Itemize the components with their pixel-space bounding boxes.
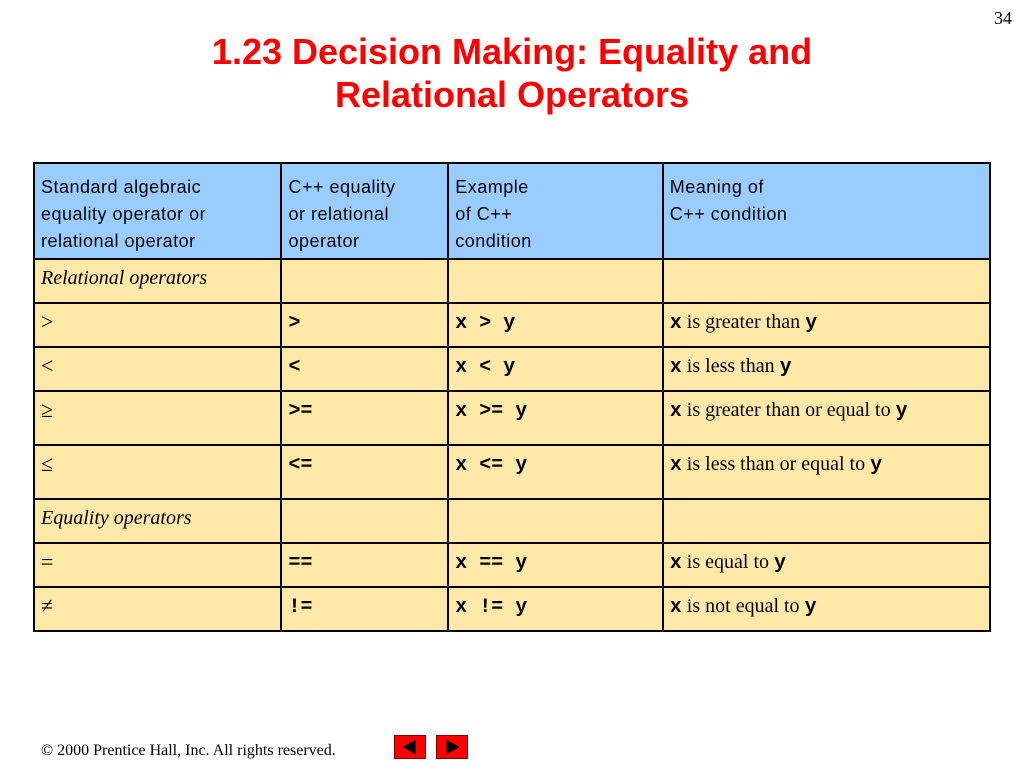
example-cell — [448, 445, 663, 499]
empty-cell — [281, 259, 448, 303]
cpp-operator: != — [288, 596, 313, 619]
header-example-condition — [448, 163, 663, 259]
cpp-operator: < — [288, 356, 301, 379]
slide-title-line-1: 1.23 Decision Making: Equality and — [211, 31, 813, 72]
cpp-operator-cell — [281, 303, 448, 347]
cpp-operator-cell — [281, 587, 448, 631]
left-arrow-icon — [395, 736, 425, 758]
algebraic-symbol: = — [41, 549, 54, 574]
example-condition: x > y — [455, 312, 516, 335]
cpp-operator-cell — [281, 445, 448, 499]
meaning-subject: x — [669, 454, 682, 477]
cpp-operator-cell — [281, 543, 448, 587]
header-meaning — [663, 163, 990, 259]
header-text-line: or relational — [288, 204, 390, 224]
header-cpp-operator — [281, 163, 448, 259]
meaning-cell — [663, 543, 990, 587]
empty-cell — [448, 499, 663, 543]
header-text-line: relational operator — [41, 231, 196, 251]
meaning-text: is not equal to — [686, 595, 800, 617]
meaning-text: is greater than — [686, 311, 801, 333]
empty-cell — [663, 499, 990, 543]
algebraic-operator-cell — [34, 445, 281, 499]
meaning-cell — [663, 347, 990, 391]
table-header-row — [34, 163, 990, 259]
meaning-object: y — [804, 596, 817, 619]
copyright-footer: © 2000 Prentice Hall, Inc. All rights reserved. — [41, 742, 336, 759]
section-label: Relational operators — [34, 259, 281, 303]
meaning-object: y — [870, 454, 883, 477]
example-condition: x >= y — [455, 400, 528, 423]
algebraic-operator-cell — [34, 347, 281, 391]
header-text-line: condition — [455, 231, 532, 251]
meaning-object: y — [774, 552, 787, 575]
meaning-cell — [663, 445, 990, 499]
example-cell — [448, 587, 663, 631]
table-row — [34, 587, 990, 631]
cpp-operator: > — [288, 312, 301, 335]
algebraic-symbol: ≥ — [41, 397, 54, 422]
meaning-text: is less than — [686, 355, 775, 377]
section-row-relational — [34, 259, 990, 303]
algebraic-operator-cell — [34, 391, 281, 445]
cpp-operator-cell — [281, 391, 448, 445]
header-text-line: Meaning of — [669, 177, 764, 197]
meaning-text: is less than or equal to — [686, 453, 866, 475]
meaning-subject: x — [669, 596, 682, 619]
table-row — [34, 347, 990, 391]
algebraic-symbol: > — [41, 309, 54, 334]
example-condition: x == y — [455, 552, 528, 575]
page-number: 34 — [994, 8, 1012, 28]
meaning-cell — [663, 391, 990, 445]
algebraic-symbol: ≠ — [41, 593, 54, 618]
right-arrow-icon — [437, 736, 467, 758]
algebraic-symbol: < — [41, 353, 54, 378]
slide-title-line-2: Relational Operators — [334, 74, 690, 115]
header-text-line: operator — [288, 231, 360, 251]
cpp-operator-cell — [281, 347, 448, 391]
cpp-operator: >= — [288, 400, 313, 423]
meaning-object: y — [805, 312, 818, 335]
algebraic-operator-cell — [34, 303, 281, 347]
meaning-subject: x — [669, 552, 682, 575]
header-text-line: equality operator or — [41, 204, 207, 224]
example-condition: x != y — [455, 596, 528, 619]
empty-cell — [663, 259, 990, 303]
meaning-subject: x — [669, 312, 682, 335]
cpp-operator: == — [288, 552, 313, 575]
meaning-subject: x — [669, 356, 682, 379]
algebraic-operator-cell — [34, 543, 281, 587]
section-row-equality — [34, 499, 990, 543]
meaning-text: is greater than or equal to — [686, 399, 891, 421]
meaning-cell — [663, 303, 990, 347]
header-text-line: C++ condition — [669, 204, 788, 224]
slide-title — [0, 30, 1024, 116]
example-condition: x <= y — [455, 454, 528, 477]
empty-cell — [448, 259, 663, 303]
example-cell — [448, 303, 663, 347]
header-text-line: of C++ — [455, 204, 513, 224]
example-cell — [448, 391, 663, 445]
header-text-line: C++ equality — [288, 177, 396, 197]
meaning-cell — [663, 587, 990, 631]
table-row — [34, 445, 990, 499]
table-row — [34, 391, 990, 445]
next-slide-button[interactable] — [436, 735, 468, 759]
cpp-operator: <= — [288, 454, 313, 477]
header-algebraic-operator — [34, 163, 281, 259]
header-text-line: Standard algebraic — [41, 177, 202, 197]
table-row — [34, 543, 990, 587]
algebraic-symbol: ≤ — [41, 451, 54, 476]
example-cell — [448, 347, 663, 391]
meaning-object: y — [895, 400, 908, 423]
meaning-text: is equal to — [686, 551, 770, 573]
algebraic-operator-cell — [34, 587, 281, 631]
empty-cell — [281, 499, 448, 543]
section-label: Equality operators — [34, 499, 281, 543]
previous-slide-button[interactable] — [394, 735, 426, 759]
table-row — [34, 303, 990, 347]
header-text-line: Example — [455, 177, 529, 197]
example-cell — [448, 543, 663, 587]
operators-table — [33, 162, 991, 632]
meaning-object: y — [779, 356, 792, 379]
meaning-subject: x — [669, 400, 682, 423]
example-condition: x < y — [455, 356, 516, 379]
